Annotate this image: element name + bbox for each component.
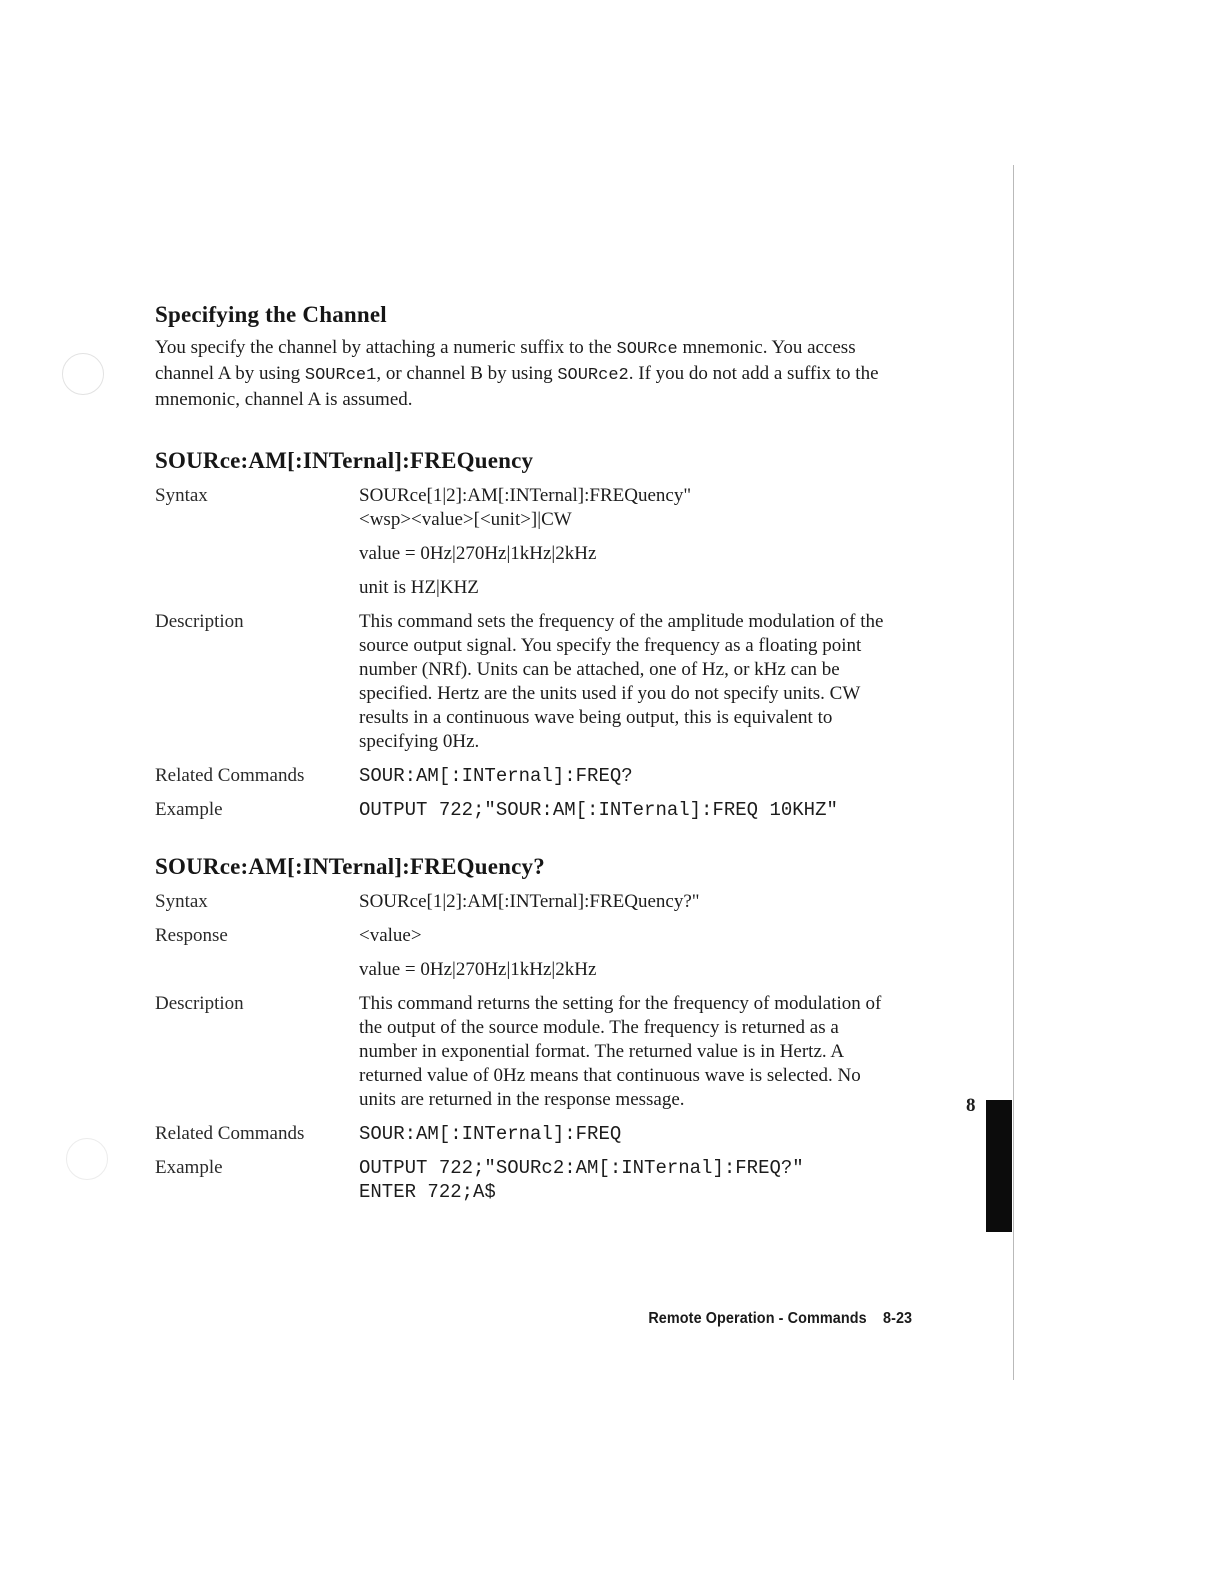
text: , or channel B by using bbox=[376, 363, 558, 384]
response-row bbox=[155, 924, 915, 948]
description-text: This command returns the setting for the frequency of modulation of the output of the source module. The frequency is returned as a number in exponential format. The returned value is in Hertz. A returned value of 0Hz means that continuous wave is selected. No units are returned in the response message. bbox=[359, 993, 882, 1110]
unit-row bbox=[155, 576, 915, 600]
description-row bbox=[155, 610, 915, 754]
syntax-row bbox=[155, 484, 915, 532]
page-number: 8-23 bbox=[882, 1310, 912, 1327]
row-label: Description bbox=[155, 993, 244, 1014]
value-row bbox=[155, 958, 915, 982]
chapter-tab-number: 8 bbox=[966, 1095, 976, 1116]
row-label: Description bbox=[155, 611, 244, 632]
description-row bbox=[155, 992, 915, 1112]
text: mnemonic. You access channel A by using bbox=[155, 337, 856, 384]
command-heading: SOURce:AM[:INTernal]:FREQuency? bbox=[155, 854, 545, 879]
syntax-line: SOURce[1|2]:AM[:INTernal]:FREQuency?" bbox=[359, 891, 700, 912]
page-footer bbox=[648, 1310, 912, 1328]
code-text: SOURce2 bbox=[557, 366, 629, 385]
command-section-freq bbox=[155, 442, 915, 822]
related-row bbox=[155, 1122, 915, 1146]
page-edge-rule bbox=[1013, 165, 1014, 1380]
response-text: <value> bbox=[359, 925, 422, 946]
intro-paragraph bbox=[155, 336, 905, 412]
value-line: value = 0Hz|270Hz|1kHz|2kHz bbox=[359, 543, 597, 564]
syntax-row bbox=[155, 890, 915, 914]
example-code: OUTPUT 722;"SOUR:AM[:INTernal]:FREQ 10KHZ" bbox=[359, 799, 838, 821]
row-label: Syntax bbox=[155, 891, 208, 912]
description-text: This command sets the frequency of the amplitude modulation of the source output signal. You specify the frequency as a floating point number (NRf). Units can be attached, one of Hz, or kHz can be specified. Hertz are the units used if you do not specify units. CW results in a continuous wave being output, this is equivalent to specifying 0Hz. bbox=[359, 611, 884, 752]
related-command: SOUR:AM[:INTernal]:FREQ bbox=[359, 1123, 622, 1145]
row-label: Related Commands bbox=[155, 1123, 305, 1144]
value-row bbox=[155, 542, 915, 566]
channel-section bbox=[155, 296, 915, 412]
row-label: Response bbox=[155, 925, 228, 946]
chapter-tab-marker bbox=[986, 1100, 1012, 1232]
binder-hole bbox=[62, 353, 104, 395]
text: You specify the channel by attaching a numeric suffix to the bbox=[155, 337, 617, 358]
text: . If you do not add a suffix to the mnemonic, channel A is assumed. bbox=[155, 363, 879, 410]
section-heading: Specifying the Channel bbox=[155, 302, 387, 327]
row-label: Syntax bbox=[155, 485, 208, 506]
example-row bbox=[155, 1156, 915, 1204]
row-label: Example bbox=[155, 1157, 223, 1178]
footer-section-title: Remote Operation - Commands bbox=[648, 1310, 867, 1327]
code-text: SOURce bbox=[616, 340, 678, 359]
page-content bbox=[155, 296, 915, 1204]
example-code: ENTER 722;A$ bbox=[359, 1181, 496, 1203]
row-label: Related Commands bbox=[155, 765, 305, 786]
syntax-line: <wsp><value>[<unit>]|CW bbox=[359, 509, 572, 530]
binder-hole bbox=[66, 1138, 108, 1180]
row-label: Example bbox=[155, 799, 223, 820]
value-line: value = 0Hz|270Hz|1kHz|2kHz bbox=[359, 959, 597, 980]
example-row bbox=[155, 798, 915, 822]
code-text: SOURce1 bbox=[304, 366, 377, 385]
example-code: OUTPUT 722;"SOURc2:AM[:INTernal]:FREQ?" bbox=[359, 1157, 804, 1179]
related-command: SOUR:AM[:INTernal]:FREQ? bbox=[359, 765, 633, 787]
related-row bbox=[155, 764, 915, 788]
syntax-line: SOURce[1|2]:AM[:INTernal]:FREQuency" bbox=[359, 485, 692, 506]
unit-line: unit is HZ|KHZ bbox=[359, 577, 479, 598]
command-section-freq-query bbox=[155, 848, 915, 1204]
command-heading: SOURce:AM[:INTernal]:FREQuency bbox=[155, 448, 534, 473]
